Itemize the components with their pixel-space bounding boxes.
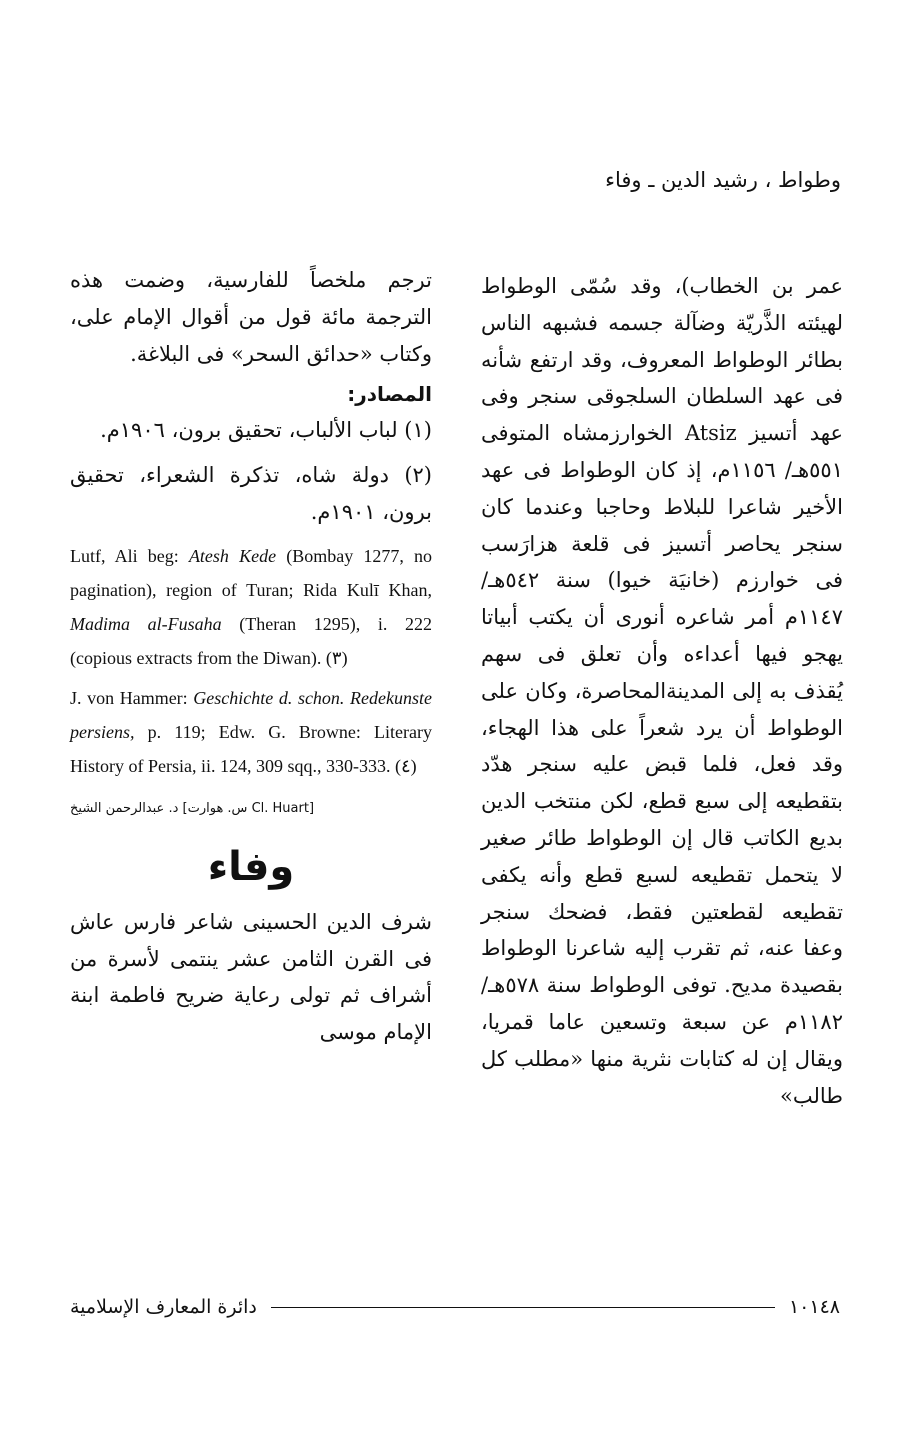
- body-paragraph: عمر بن الخطاب)، وقد سُمّى الوطواط لهيئته الذَّريّة وضآلة جسمه فشبهه الناس بطائر الوطواط المعروف، وقد ارتفع شأنه فى عهد السلطان السلجوقى سنجر وفى عهد أتسيز Atsiz الخوارزمشاه المتوفى ٥٥١هـ/ ١١٥٦م، إذ كان الوطواط فى عهد الأخير شاعرا للبلاط وحاجبا وعندما كان سنجر يحاصر أتسيز فى قلعة هزارَسب فى خوارزم (خانيَة خيوا) سنة ٥٤٢هـ/ ١١٤٧م أمر شاعره أنورى أن يكتب أبياتا يهجو فيها أعداءه وأن تعلق فى سهم يُقذف به إلى المدينةالمحاصرة، وكان على الوطواط أن يرد شعراً على هذا الهجاء، وقد فعل، فلما قبض عليه سنجر هدّد بتقطيعه إلى سبع قطع، لكن منتخب الدين بديع الكاتب قال إن الوطواط طائر صغير لا يتحمل تقطيعه لسبع قطع وأنه يكفى تقطيعه لقطعتين فقط، فضحك سنجر وعفا عنه، ثم تقرب إليه شاعرنا الوطواط بقصيدة مديح. توفى الوطواط سنة ٥٧٨هـ/ ١١٨٢م عن سبعة وتسعين عاما قمريا، ويقال إن له كتابات نثرية منها «مطلب كل طالب»: [481, 274, 844, 1108]
- sources-heading: المصادر:: [347, 382, 432, 407]
- source-3-text: Lutf, Ali beg:: [70, 545, 189, 566]
- source-item-2: (٢) دولة شاه، تذكرة الشعراء، تحقيق برون، ١٩٠١م.: [70, 463, 432, 524]
- running-title: وطواط ، رشيد الدين ـ وفاء: [605, 168, 841, 192]
- author-credit: د. عبدالرحمن الشيخ [س. هوارت Cl. Huart]: [70, 800, 315, 816]
- source-4-title: Geschichte d. schon. Redekunste persiens,: [70, 687, 432, 742]
- source-item-3: [70, 539, 432, 675]
- intro-paragraph: ترجم ملخصاً للفارسية، وضمت هذه الترجمة مائة قول من أقوال الإمام على، وكتاب «حدائق السحر» فى البلاغة.: [70, 268, 432, 366]
- source-item-1: (١) لباب الألباب، تحقيق برون، ١٩٠٦م.: [100, 418, 432, 443]
- page-number: ١٠١٤٨: [788, 1296, 840, 1318]
- journal-name: دائرة المعارف الإسلامية: [70, 1296, 257, 1318]
- source-4-text: J. von Hammer:: [70, 687, 194, 708]
- source-4-after: p. 119; Edw. G. Browne: Literary History of Persia, ii. 124, 309 sqq., 330-333.: [70, 721, 432, 776]
- source-3-middle: (Bombay 1277, no pagination), region of Turan; Rida Kulī Khan,: [70, 545, 432, 600]
- source-4-number: (٤): [394, 755, 417, 776]
- source-3-number: (٣): [325, 647, 348, 668]
- entry-paragraph: شرف الدين الحسينى شاعر فارس عاش فى القرن الثامن عشر ينتمى لأسرة من أشراف ثم تولى رعاية ضريح فاطمة ابنة الإمام موسى: [70, 909, 432, 1045]
- entry-title: وفاء: [207, 843, 295, 890]
- footer-divider: [271, 1307, 775, 1308]
- source-3-title: Atesh Kede: [188, 545, 277, 566]
- source-3-title-2: Madima al-Fusaha: [70, 613, 222, 634]
- left-column: [70, 262, 432, 1051]
- right-column: [481, 268, 843, 1114]
- source-3-after: (Theran 1295), i. 222 (copious extracts from the Diwan).: [70, 613, 432, 668]
- source-item-4: [70, 681, 432, 783]
- page-footer: [70, 1296, 840, 1318]
